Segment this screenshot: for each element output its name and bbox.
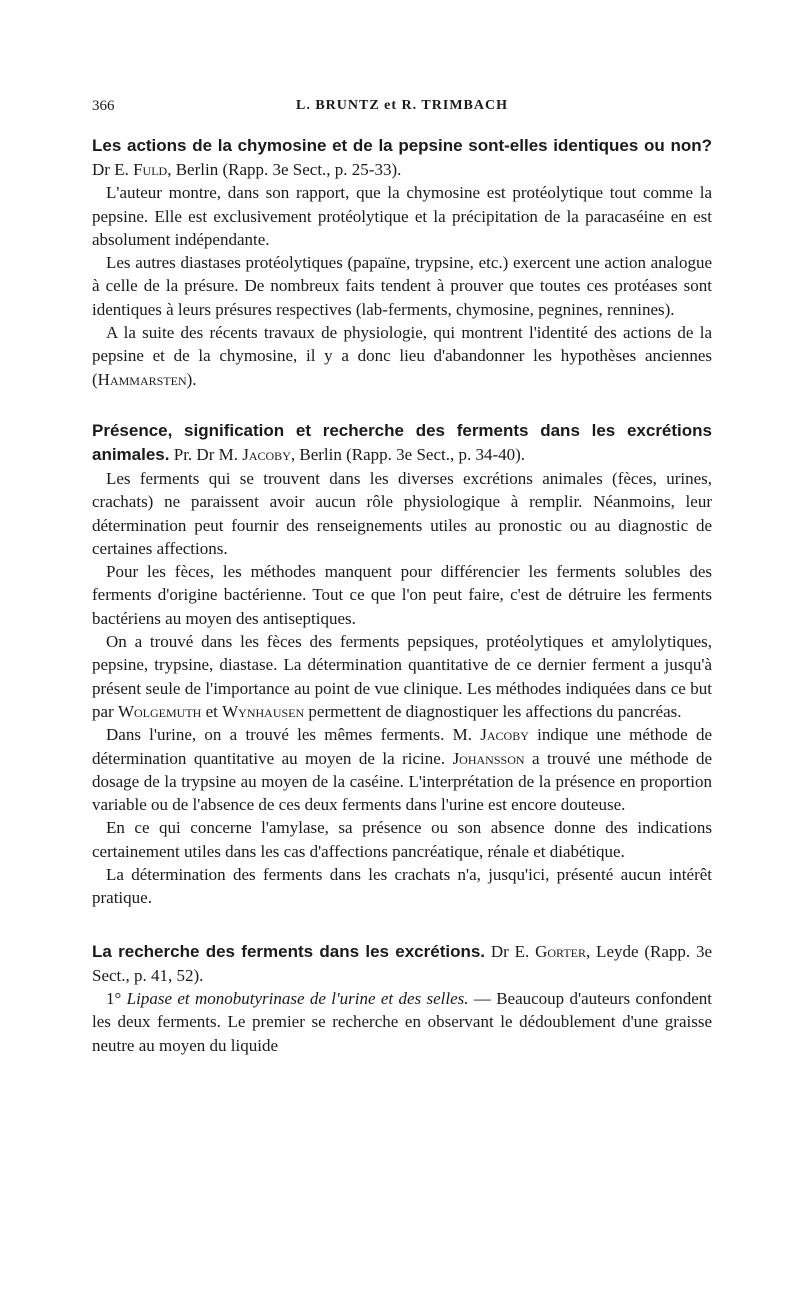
paragraph: Dans l'urine, on a trouvé les mêmes ferments. M. Jacoby indique une méthode de détermination quantitative au moyen de la ricine. Johansson a trouvé une méthode de dosage de la trypsine au moyen de la caséine. L'interprétation de la présence en proportion variable ou de l'absence de ces deux ferments dans l'urine est encore douteuse. bbox=[92, 725, 712, 815]
page-content bbox=[92, 98, 712, 1057]
running-title: L. BRUNTZ et R. TRIMBACH bbox=[296, 98, 508, 113]
paragraph: Les ferments qui se trouvent dans les diverses excrétions animales (fèces, urines, crachats) ne paraissent avoir aucun rôle physiologique à remplir. Néanmoins, leur détermination peut fournir des renseignements utiles au pronostic ou au diagnostic de certaines affections. bbox=[92, 468, 712, 558]
paragraph: Les autres diastases protéolytiques (papaïne, trypsine, etc.) exercent une action analogue à celle de la présure. De nombreux faits tendent à prouver que toutes ces protéases sont identiques à leurs présures respectives (lab-ferments, chymosine, pegnines, rennines). bbox=[92, 253, 712, 319]
running-header bbox=[92, 98, 712, 122]
section-ferments-excretions-animales bbox=[92, 419, 712, 910]
section-recherche-ferments bbox=[92, 940, 712, 1057]
section-heading bbox=[92, 419, 712, 467]
page-number: 366 bbox=[92, 98, 115, 114]
section-title: Les actions de la chymosine et de la pepsine sont-elles identiques ou non? bbox=[92, 136, 712, 155]
section-title: Présence, signification et recherche des ferments dans les excrétions animales. bbox=[92, 420, 712, 464]
section-heading bbox=[92, 134, 712, 181]
paragraph: Pour les fèces, les méthodes manquent pour différencier les ferments solubles des ferments d'origine bactérienne. Tout ce que l'on peut faire, c'est de détruire les ferments bactériens au moyen des antiseptiques. bbox=[92, 562, 712, 628]
section-author: Dr E. Fuld, Berlin (Rapp. 3e Sect., p. 25-33). bbox=[92, 160, 402, 179]
section-heading bbox=[92, 940, 712, 987]
section-title: La recherche des ferments dans les excrétions. bbox=[92, 941, 486, 961]
paragraph: 1° Lipase et monobutyrinase de l'urine et des selles. — Beaucoup d'auteurs confondent les deux ferments. Le premier se recherche en observant le dédoublement d'une graisse neutre au moyen du liquide bbox=[92, 988, 712, 1055]
paragraph: L'auteur montre, dans son rapport, que la chymosine est protéolytique tout comme la pepsine. Elle est exclusivement protéolytique et la précipitation de la paracaséine en est absolument indépendante. bbox=[92, 183, 712, 249]
paragraph: A la suite des récents travaux de physiologie, qui montrent l'identité des actions de la pepsine et de la chymosine, il y a donc lieu d'abandonner les hypothèses anciennes (Hammarsten). bbox=[92, 323, 712, 389]
paragraph: La détermination des ferments dans les crachats n'a, jusqu'ici, présenté aucun intérêt pratique. bbox=[92, 865, 712, 908]
section-chymosine-pepsine bbox=[92, 134, 712, 391]
paragraph: En ce qui concerne l'amylase, sa présence ou son absence donne des indications certainement utiles dans les cas d'affections pancréatique, rénale et diabétique. bbox=[92, 818, 712, 861]
section-author: Dr E. Gorter, Leyde (Rapp. 3e Sect., p. 41, 52). bbox=[92, 941, 713, 985]
section-author: Pr. Dr M. Jacoby, Berlin (Rapp. 3e Sect., p. 34-40). bbox=[173, 444, 526, 464]
paragraph: On a trouvé dans les fèces des ferments pepsiques, protéolytiques et amylolytiques, pepsine, trypsine, diastase. La détermination quantitative de ce dernier ferment a jusqu'à présent seule de l'importance au point de vue clinique. Les méthodes indiquées dans ce but par Wolgemuth et Wynhausen permettent de diagnostiquer les affections du pancréas. bbox=[92, 632, 712, 721]
